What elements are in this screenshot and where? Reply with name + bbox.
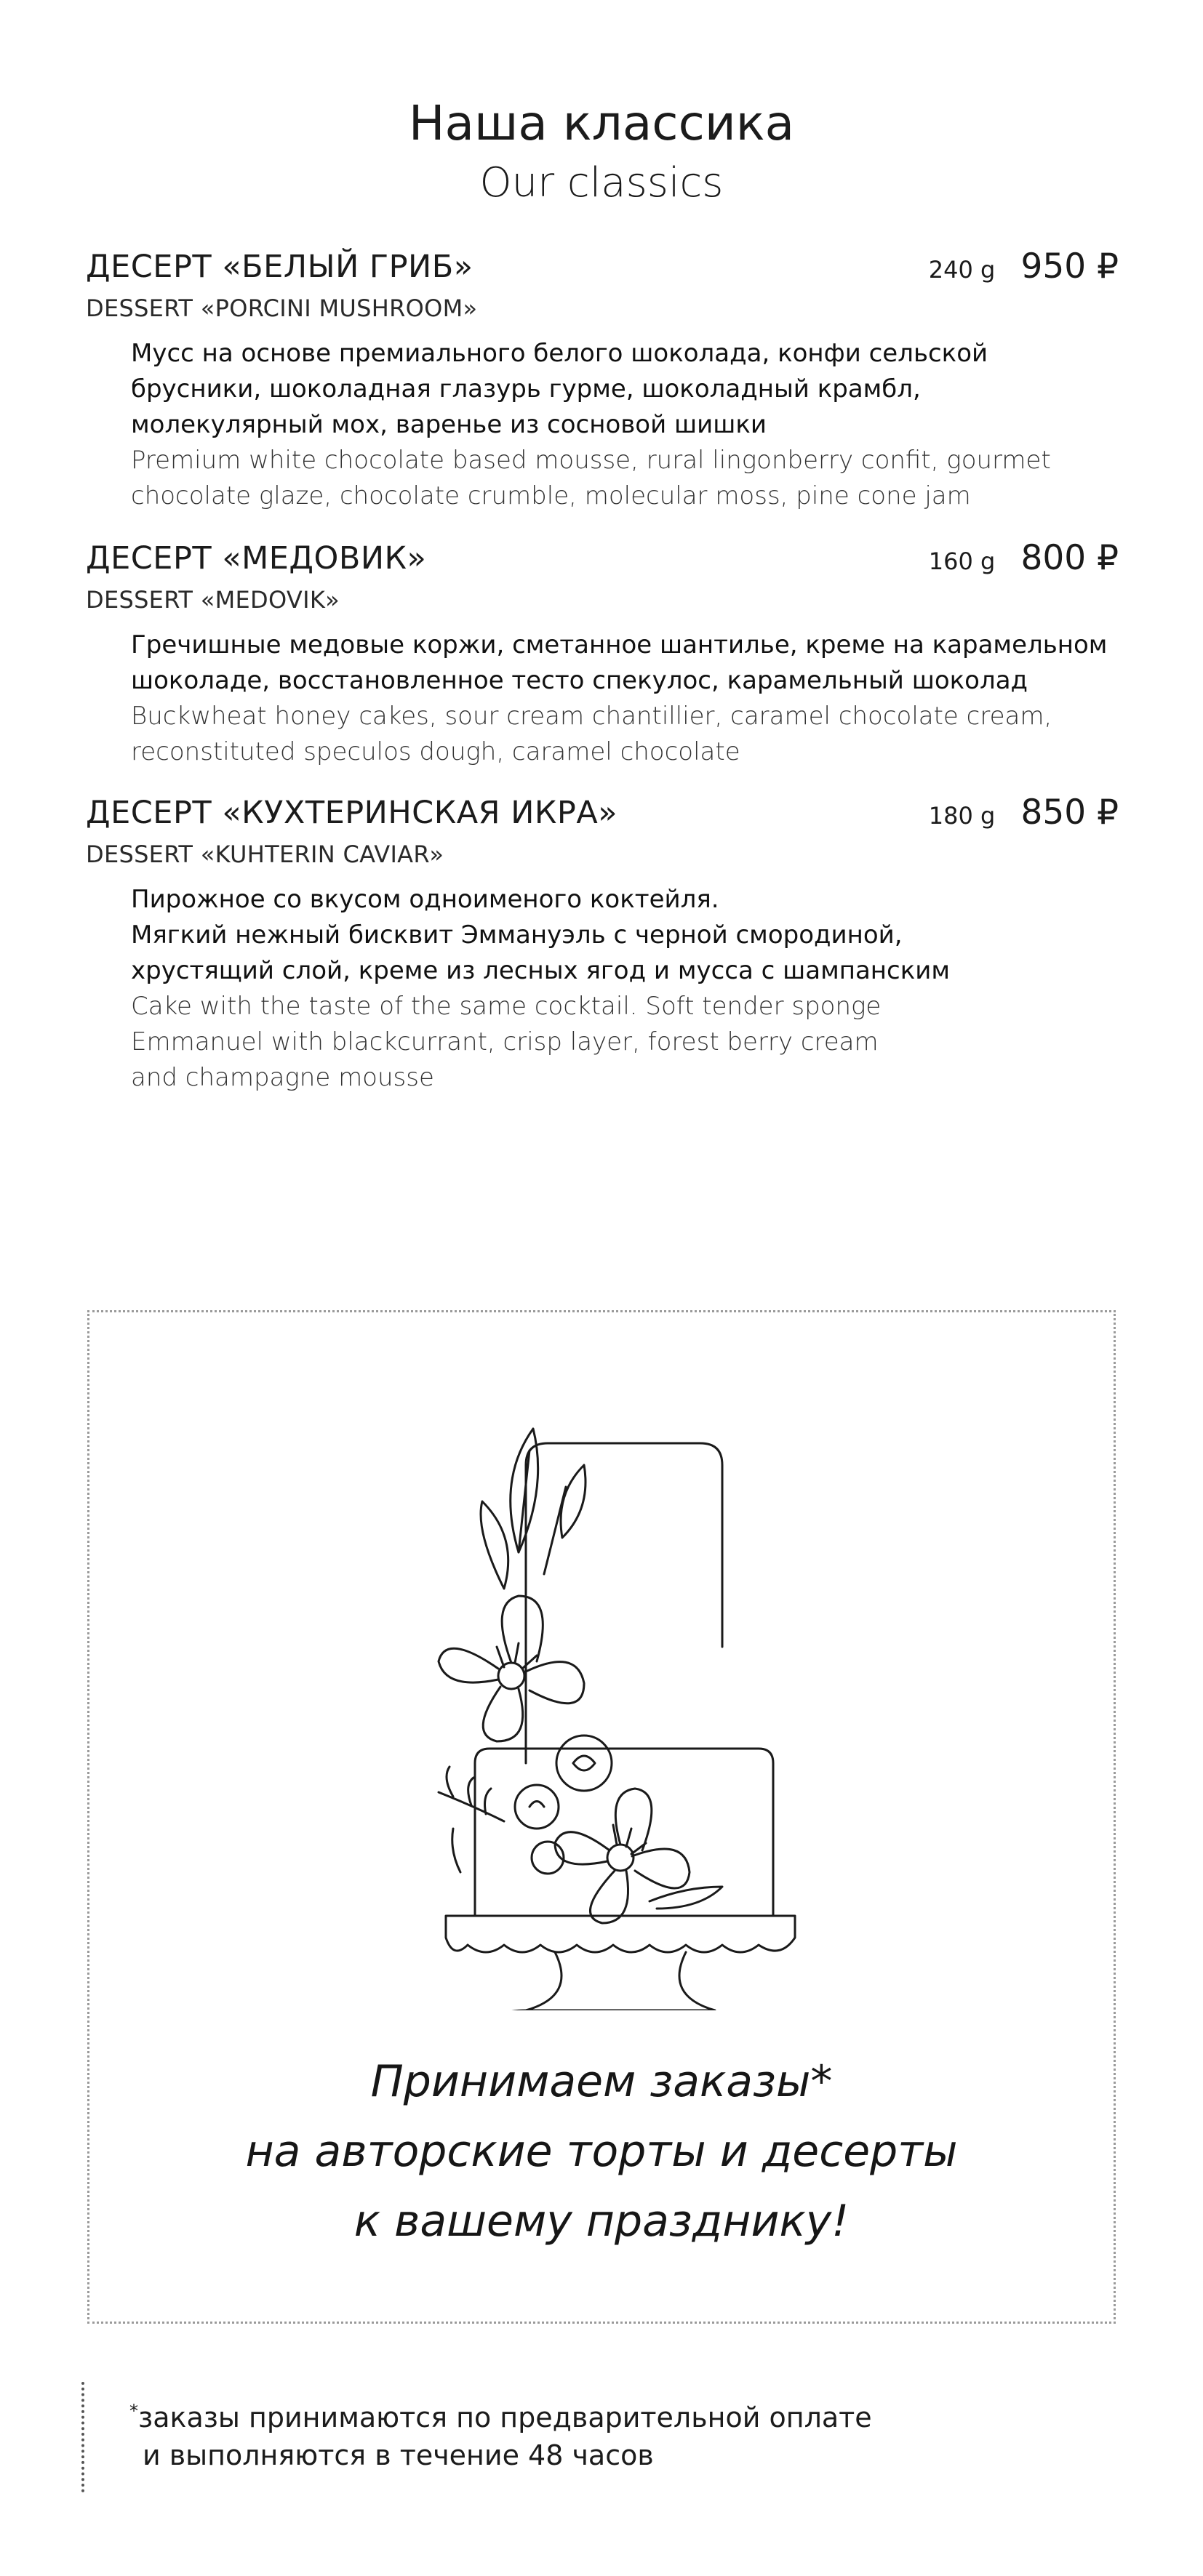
section-title: Наша классика <box>408 95 795 151</box>
custom-orders-promo <box>87 1310 1116 2324</box>
section-subtitle: Our classics <box>479 159 724 206</box>
description-ru-line: брусники, шоколадная глазурь гурме, шоколадный крамбл, <box>131 374 921 404</box>
description-ru-line: Мягкий нежный бисквит Эммануэль с черной смородиной, <box>131 920 903 950</box>
item-weight: 180 g <box>928 802 996 830</box>
item-description <box>131 336 1135 514</box>
description-ru-line: хрустящий слой, креме из лесных ягод и мусса с шампанским <box>131 956 950 985</box>
menu-item <box>86 241 1119 514</box>
description-ru-line: Мусс на основе премиального белого шоколада, конфи сельской <box>131 339 988 368</box>
menu-item <box>86 533 1119 770</box>
description-ru-line: Гречишные медовые коржи, сметанное шантилье, креме на карамельном <box>131 630 1108 659</box>
item-description <box>131 882 1135 1096</box>
item-weight: 240 g <box>928 256 996 284</box>
item-price: 800 ₽ <box>1020 538 1119 578</box>
item-name-en: DESSERT «MEDOVIK» <box>86 586 340 614</box>
description-en-line: Buckwheat honey cakes, sour cream chantillier, caramel chocolate cream, <box>131 702 1052 731</box>
item-description <box>131 627 1135 770</box>
description-en-line: Emmanuel with blackcurrant, crisp layer, forest berry cream <box>131 1027 879 1056</box>
promo-message <box>89 2047 1114 2256</box>
promo-line: на авторские торты и десерты <box>245 2126 958 2177</box>
description-en-line: Cake with the taste of the same cocktail. Soft tender sponge <box>131 992 882 1021</box>
description-en-line: Premium white chocolate based mousse, rural lingonberry confit, gourmet <box>131 446 1051 475</box>
item-name: ДЕСЕРТ «БЕЛЫЙ ГРИБ» <box>86 249 473 285</box>
item-price: 950 ₽ <box>1020 246 1119 286</box>
item-name-en: DESSERT «PORCINI MUSHROOM» <box>86 294 478 322</box>
description-en-line: chocolate glaze, chocolate crumble, molecular moss, pine cone jam <box>131 481 971 510</box>
item-price: 850 ₽ <box>1020 793 1119 832</box>
footnote-line: и выполняются в течение 48 часов <box>143 2439 654 2471</box>
description-ru-line: шоколаде, восстановленное тесто спекулос, карамельный шоколад <box>131 666 1028 695</box>
description-ru-line: молекулярный мох, варенье из сосновой шишки <box>131 410 767 439</box>
footnote-divider <box>81 2382 89 2492</box>
menu-item <box>86 787 1119 1096</box>
description-en-line: and champagne mousse <box>131 1063 434 1092</box>
cake-illustration-icon <box>409 1385 933 2010</box>
item-weight: 160 g <box>928 547 996 575</box>
item-name: ДЕСЕРТ «КУХТЕРИНСКАЯ ИКРА» <box>86 795 618 831</box>
description-ru-line: Пирожное со вкусом одноименого коктейля. <box>131 885 719 914</box>
footnote-line: заказы принимаются по предварительной оплате <box>138 2402 872 2433</box>
promo-line: к вашему празднику! <box>353 2196 850 2247</box>
item-name: ДЕСЕРТ «МЕДОВИК» <box>86 540 427 577</box>
menu-header <box>0 93 1203 212</box>
footnote <box>129 2392 872 2474</box>
description-en-line: reconstituted speculos dough, caramel chocolate <box>131 737 740 766</box>
footnote-mark: * <box>129 2401 138 2421</box>
item-name-en: DESSERT «KUHTERIN CAVIAR» <box>86 840 444 868</box>
promo-line: Принимаем заказы* <box>370 2056 833 2107</box>
